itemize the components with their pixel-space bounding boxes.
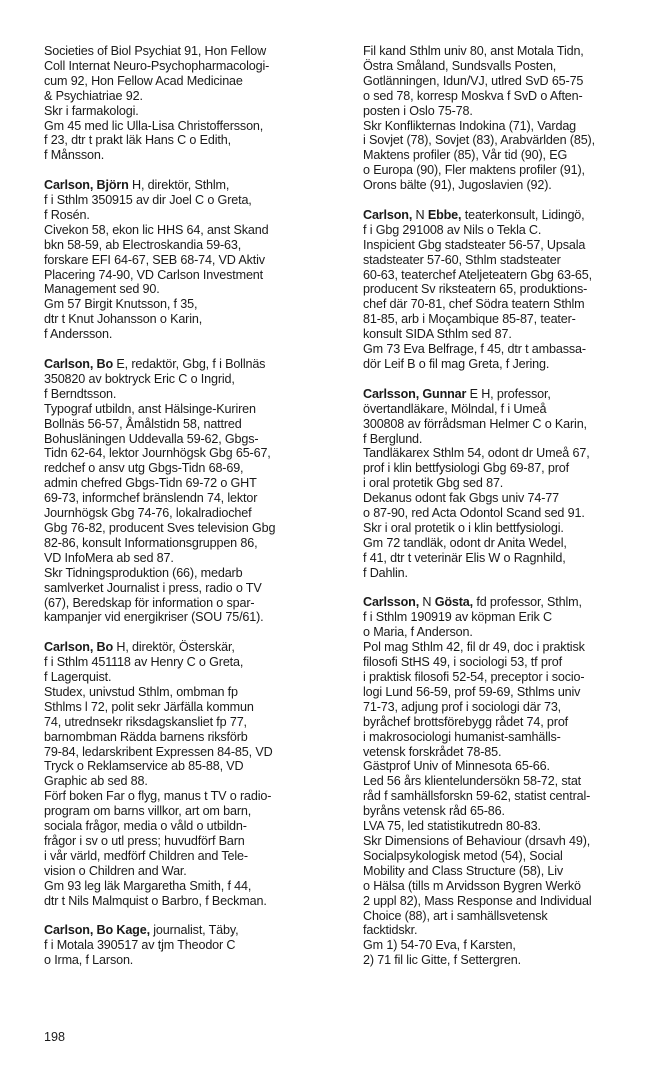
entry-text: fd professor, Sthlm, xyxy=(473,595,582,610)
entry-line: Management sed 90. xyxy=(44,282,160,297)
entry-line: Placering 74-90, VD Carlson Investment xyxy=(44,267,263,282)
entry-line: f Lagerquist. xyxy=(44,670,112,685)
entry-line: kampanjer vid energikriser (SOU 75/61). xyxy=(44,610,264,625)
entry-line: f i Sthlm 451118 av Henry C o Greta, xyxy=(44,655,244,670)
entry-text: N xyxy=(412,207,428,222)
entry-line: Tidn 62-64, lektor Journhögsk Gbg 65-67, xyxy=(44,446,271,461)
entry-line: frågor i sv o utl press; huvudförf Barn xyxy=(44,833,245,848)
entry-line: konsult SIDA Sthlm sed 87. xyxy=(363,327,512,342)
entry-line: f i Sthlm 350915 av dir Joel C o Greta, xyxy=(44,193,252,208)
entry-line: byråns vetensk råd 65-86. xyxy=(363,804,505,819)
entry-line: Maktens profiler (85), Vår tid (90), EG xyxy=(363,148,568,163)
entry-name: Carlsson, xyxy=(363,595,420,610)
entry-line: Dekanus odont fak Gbgs univ 74-77 xyxy=(363,491,559,506)
entry-line: Skr Tidningsproduktion (66), medarb xyxy=(44,565,243,580)
entry-line: cum 92, Hon Fellow Acad Medicinae xyxy=(44,73,243,88)
entry-line: admin chefred Gbgs-Tidn 69-72 o GHT xyxy=(44,476,257,491)
entry-line: chef där 70-81, chef Södra teatern Sthlm xyxy=(363,297,585,312)
entry-line: Skr i oral protetik o i klin bettfysiologi. xyxy=(363,520,564,535)
entry-line: redchef o ansv utg Gbgs-Tidn 68-69, xyxy=(44,461,244,476)
entry-line: stadsteater 57-60, Sthlm stadsteater xyxy=(363,252,561,267)
entry-line: Orons bälte (91), Jugoslavien (92). xyxy=(363,178,552,193)
entry-name: Carlsson, Gunnar xyxy=(363,386,467,401)
entry-line: f i Gbg 291008 av Nils o Tekla C. xyxy=(363,222,542,237)
entry-line: Pol mag Sthlm 42, fil dr 49, doc i praktisk xyxy=(363,640,585,655)
entry-line: forskare EFI 64-67, SEB 68-74, VD Aktiv xyxy=(44,252,265,267)
entry-line: i praktisk filosofi 52-54, preceptor i socio- xyxy=(363,670,585,685)
right-column xyxy=(363,44,655,983)
entry-line: & Psychiatriae 92. xyxy=(44,88,143,103)
entry-line: samlverket Journalist i press, radio o TV xyxy=(44,580,262,595)
entry-line: Inspicient Gbg stadsteater 56-57, Upsala xyxy=(363,237,586,252)
entry-line: f Dahlin. xyxy=(363,565,408,580)
entry-line: 60-63, teaterchef Ateljeteatern Gbg 63-65, xyxy=(363,267,592,282)
entry-line: 2) 71 fil lic Gitte, f Settergren. xyxy=(363,953,521,968)
biography-entry xyxy=(363,595,655,968)
entry-name: Carlson, Bo xyxy=(44,357,114,371)
entry-name: Ebbe, xyxy=(427,207,462,222)
entry-line: råd f samhällsforskn 59-62, statist central- xyxy=(363,789,591,804)
entry-line: Journhögsk Gbg 74-76, lokalradiochef xyxy=(44,506,252,521)
entry-line: Gm 1) 54-70 Eva, f Karsten, xyxy=(363,938,516,953)
entry-line: övertandläkare, Mölndal, f i Umeå xyxy=(363,401,547,416)
entry-line: prof i klin bettfysiologi Gbg 69-87, prof xyxy=(363,461,569,476)
entry-line: i oral protetik Gbg sed 87. xyxy=(363,476,504,491)
entry-line: Förf boken Far o flyg, manus t TV o radio- xyxy=(44,789,272,804)
entry-text: teaterkonsult, Lidingö, xyxy=(461,207,585,222)
entry-text: E H, professor, xyxy=(466,386,551,401)
entry-line: o Maria, f Anderson. xyxy=(363,625,473,640)
entry-line: filosofi StHS 49, i sociologi 53, tf prof xyxy=(363,655,562,670)
entry-line: dtr t Knut Johansson o Karin, xyxy=(44,312,203,327)
entry-text: H, direktör, Österskär, xyxy=(113,640,235,655)
entry-line: o Europa (90), Fler maktens profiler (91), xyxy=(363,163,585,178)
entry-line: Socialpsykologisk metod (54), Social xyxy=(363,848,563,863)
biography-entry xyxy=(363,44,655,193)
entry-line: Gm 57 Birgit Knutsson, f 35, xyxy=(44,297,198,312)
entry-line: o sed 78, korresp Moskva f SvD o Aften- xyxy=(363,88,583,103)
entry-line: f Berndtsson. xyxy=(44,386,117,401)
entry-line: 71-73, adjung prof i sociologi där 73, xyxy=(363,699,562,714)
biography-entry xyxy=(363,208,655,372)
entry-line: f Rosén. xyxy=(44,207,90,222)
entry-line: o Hälsa (tills m Arvidsson Bygren Werkö xyxy=(363,878,581,893)
entry-line: 350820 av boktryck Eric C o Ingrid, xyxy=(44,371,235,386)
entry-line: 81-85, arb i Moçambique 85-87, teater- xyxy=(363,312,576,327)
entry-line: vision o Children and War. xyxy=(44,863,187,878)
entry-text: H, direktör, Sthlm, xyxy=(128,178,230,193)
entry-line: Skr Konflikternas Indokina (71), Vardag xyxy=(363,118,577,133)
entry-line xyxy=(44,923,336,938)
entry-line: posten i Oslo 75-78. xyxy=(363,103,473,118)
left-column xyxy=(44,44,336,983)
entry-line: 2 uppl 82), Mass Response and Individual xyxy=(363,893,592,908)
entry-line: 300808 av förrådsman Helmer C o Karin, xyxy=(363,416,587,431)
entry-line: Gm 93 leg läk Margaretha Smith, f 44, xyxy=(44,878,252,893)
entry-line: i makrosociologi humanist-samhälls- xyxy=(363,729,561,744)
entry-line: bkn 58-59, ab Electroskandia 59-63, xyxy=(44,237,242,252)
entry-name: Carlson, Bo xyxy=(44,640,114,655)
entry-line: f i Motala 390517 av tjm Theodor C xyxy=(44,938,236,953)
entry-line: Led 56 års klientelundersökn 58-72, stat xyxy=(363,774,582,789)
entry-line: f Berglund. xyxy=(363,431,423,446)
entry-line: f Månsson. xyxy=(44,148,105,163)
entry-line: Gbg 76-82, producent Sves television Gbg xyxy=(44,520,276,535)
biography-entry xyxy=(44,44,336,163)
entry-line: Skr i farmakologi. xyxy=(44,103,139,118)
entry-line: Gm 73 Eva Belfrage, f 45, dtr t ambassa- xyxy=(363,342,586,357)
entry-name: Carlson, xyxy=(363,207,413,222)
entry-name: Carlson, Björn xyxy=(44,178,129,193)
entry-line: Typograf utbildn, anst Hälsinge-Kuriren xyxy=(44,401,256,416)
entry-text: N xyxy=(419,595,435,610)
entry-line xyxy=(44,178,336,193)
entry-line: i Sovjet (78), Sovjet (83), Arabvärlden (85), xyxy=(363,133,595,148)
entry-line: byråchef brottsförebygg rådet 74, prof xyxy=(363,714,569,729)
entry-line: f 41, dtr t veterinär Elis W o Ragnhild, xyxy=(363,550,566,565)
entry-line: Graphic ab sed 88. xyxy=(44,774,148,789)
entry-line: Gm 72 tandläk, odont dr Anita Wedel, xyxy=(363,535,567,550)
entry-line xyxy=(363,387,655,402)
entry-line: facktidskr. xyxy=(363,923,418,938)
entry-line xyxy=(363,208,655,223)
entry-line: f i Sthlm 190919 av köpman Erik C xyxy=(363,610,552,625)
entry-line: 82-86, konsult Informationsgruppen 86, xyxy=(44,535,258,550)
entry-name: Carlson, Bo Kage, xyxy=(44,923,150,938)
entry-line: dtr t Nils Malmquist o Barbro, f Beckman. xyxy=(44,893,267,908)
entry-line: i vår värld, medförf Children and Tele- xyxy=(44,848,248,863)
entry-line: Gm 45 med lic Ulla-Lisa Christoffersson, xyxy=(44,118,264,133)
entry-line: Tryck o Reklamservice ab 85-88, VD xyxy=(44,759,244,774)
entry-line: Civekon 58, ekon lic HHS 64, anst Skand xyxy=(44,222,269,237)
entry-line: program om barns villkor, art om barn, xyxy=(44,804,252,819)
entry-line: Studex, univstud Sthlm, ombman fp xyxy=(44,684,238,699)
entry-line: o Irma, f Larson. xyxy=(44,953,134,968)
entry-line: 69-73, informchef bränslendn 74, lektor xyxy=(44,491,258,506)
entry-line: logi Lund 56-59, prof 59-69, Sthlms univ xyxy=(363,684,581,699)
entry-text: journalist, Täby, xyxy=(149,923,239,938)
entry-line: Gästprof Univ of Minnesota 65-66. xyxy=(363,759,550,774)
entry-line: Fil kand Sthlm univ 80, anst Motala Tidn, xyxy=(363,44,584,58)
entry-line: f 23, dtr t prakt läk Hans C o Edith, xyxy=(44,133,231,148)
entry-line: Skr Dimensions of Behaviour (drsavh 49), xyxy=(363,833,591,848)
entry-line: Sthlms l 72, polit sekr Järfälla kommun xyxy=(44,699,254,714)
biography-entry xyxy=(44,640,336,908)
entry-line xyxy=(44,357,336,372)
entry-text: E, redaktör, Gbg, f i Bollnäs xyxy=(113,357,266,371)
page-number: 198 xyxy=(44,1030,66,1044)
entry-line: producent Sv riksteatern 65, produktions- xyxy=(363,282,588,297)
entry-line: LVA 75, led statistikutredn 80-83. xyxy=(363,819,541,834)
entry-line: Gotlänningen, Idun/VJ, utlred SvD 65-75 xyxy=(363,73,584,88)
entry-line: 74, utrednsekr riksdagskansliet fp 77, xyxy=(44,714,247,729)
entry-line: o 87-90, red Acta Odontol Scand sed 91. xyxy=(363,506,585,521)
entry-line: f Andersson. xyxy=(44,327,113,342)
entry-line: Societies of Biol Psychiat 91, Hon Fellow xyxy=(44,44,267,58)
entry-line: dör Leif B o fil mag Greta, f Jering. xyxy=(363,357,550,372)
entry-line: VD InfoMera ab sed 87. xyxy=(44,550,174,565)
entry-line: sociala frågor, media o våld o utbildn- xyxy=(44,819,247,834)
entry-line: Bollnäs 56-57, Åmålstidn 58, nattred xyxy=(44,416,242,431)
entry-line: barnombman Rädda barnens riksförb xyxy=(44,729,248,744)
biography-entry xyxy=(44,357,336,625)
biography-entry xyxy=(44,923,336,968)
entry-line: Östra Småland, Sundsvalls Posten, xyxy=(363,58,557,73)
biography-entry xyxy=(363,387,655,581)
entry-line: vetensk forskrådet 78-85. xyxy=(363,744,502,759)
entry-line: 79-84, ledarskribent Expressen 84-85, VD xyxy=(44,744,273,759)
biography-entry xyxy=(44,178,336,342)
entry-line xyxy=(363,595,655,610)
entry-line xyxy=(44,640,336,655)
entry-line: Choice (88), art i samhällsvetensk xyxy=(363,908,548,923)
entry-line: Tandläkarex Sthlm 54, odont dr Umeå 67, xyxy=(363,446,590,461)
entry-line: Mobility and Class Structure (58), Liv xyxy=(363,863,564,878)
entry-line: Coll Internat Neuro-Psychopharmacologi- xyxy=(44,58,270,73)
entry-name: Gösta, xyxy=(434,595,473,610)
entry-line: Bohusläningen Uddevalla 59-62, Gbgs- xyxy=(44,431,259,446)
entry-line: (67), Beredskap för information o spar- xyxy=(44,595,255,610)
